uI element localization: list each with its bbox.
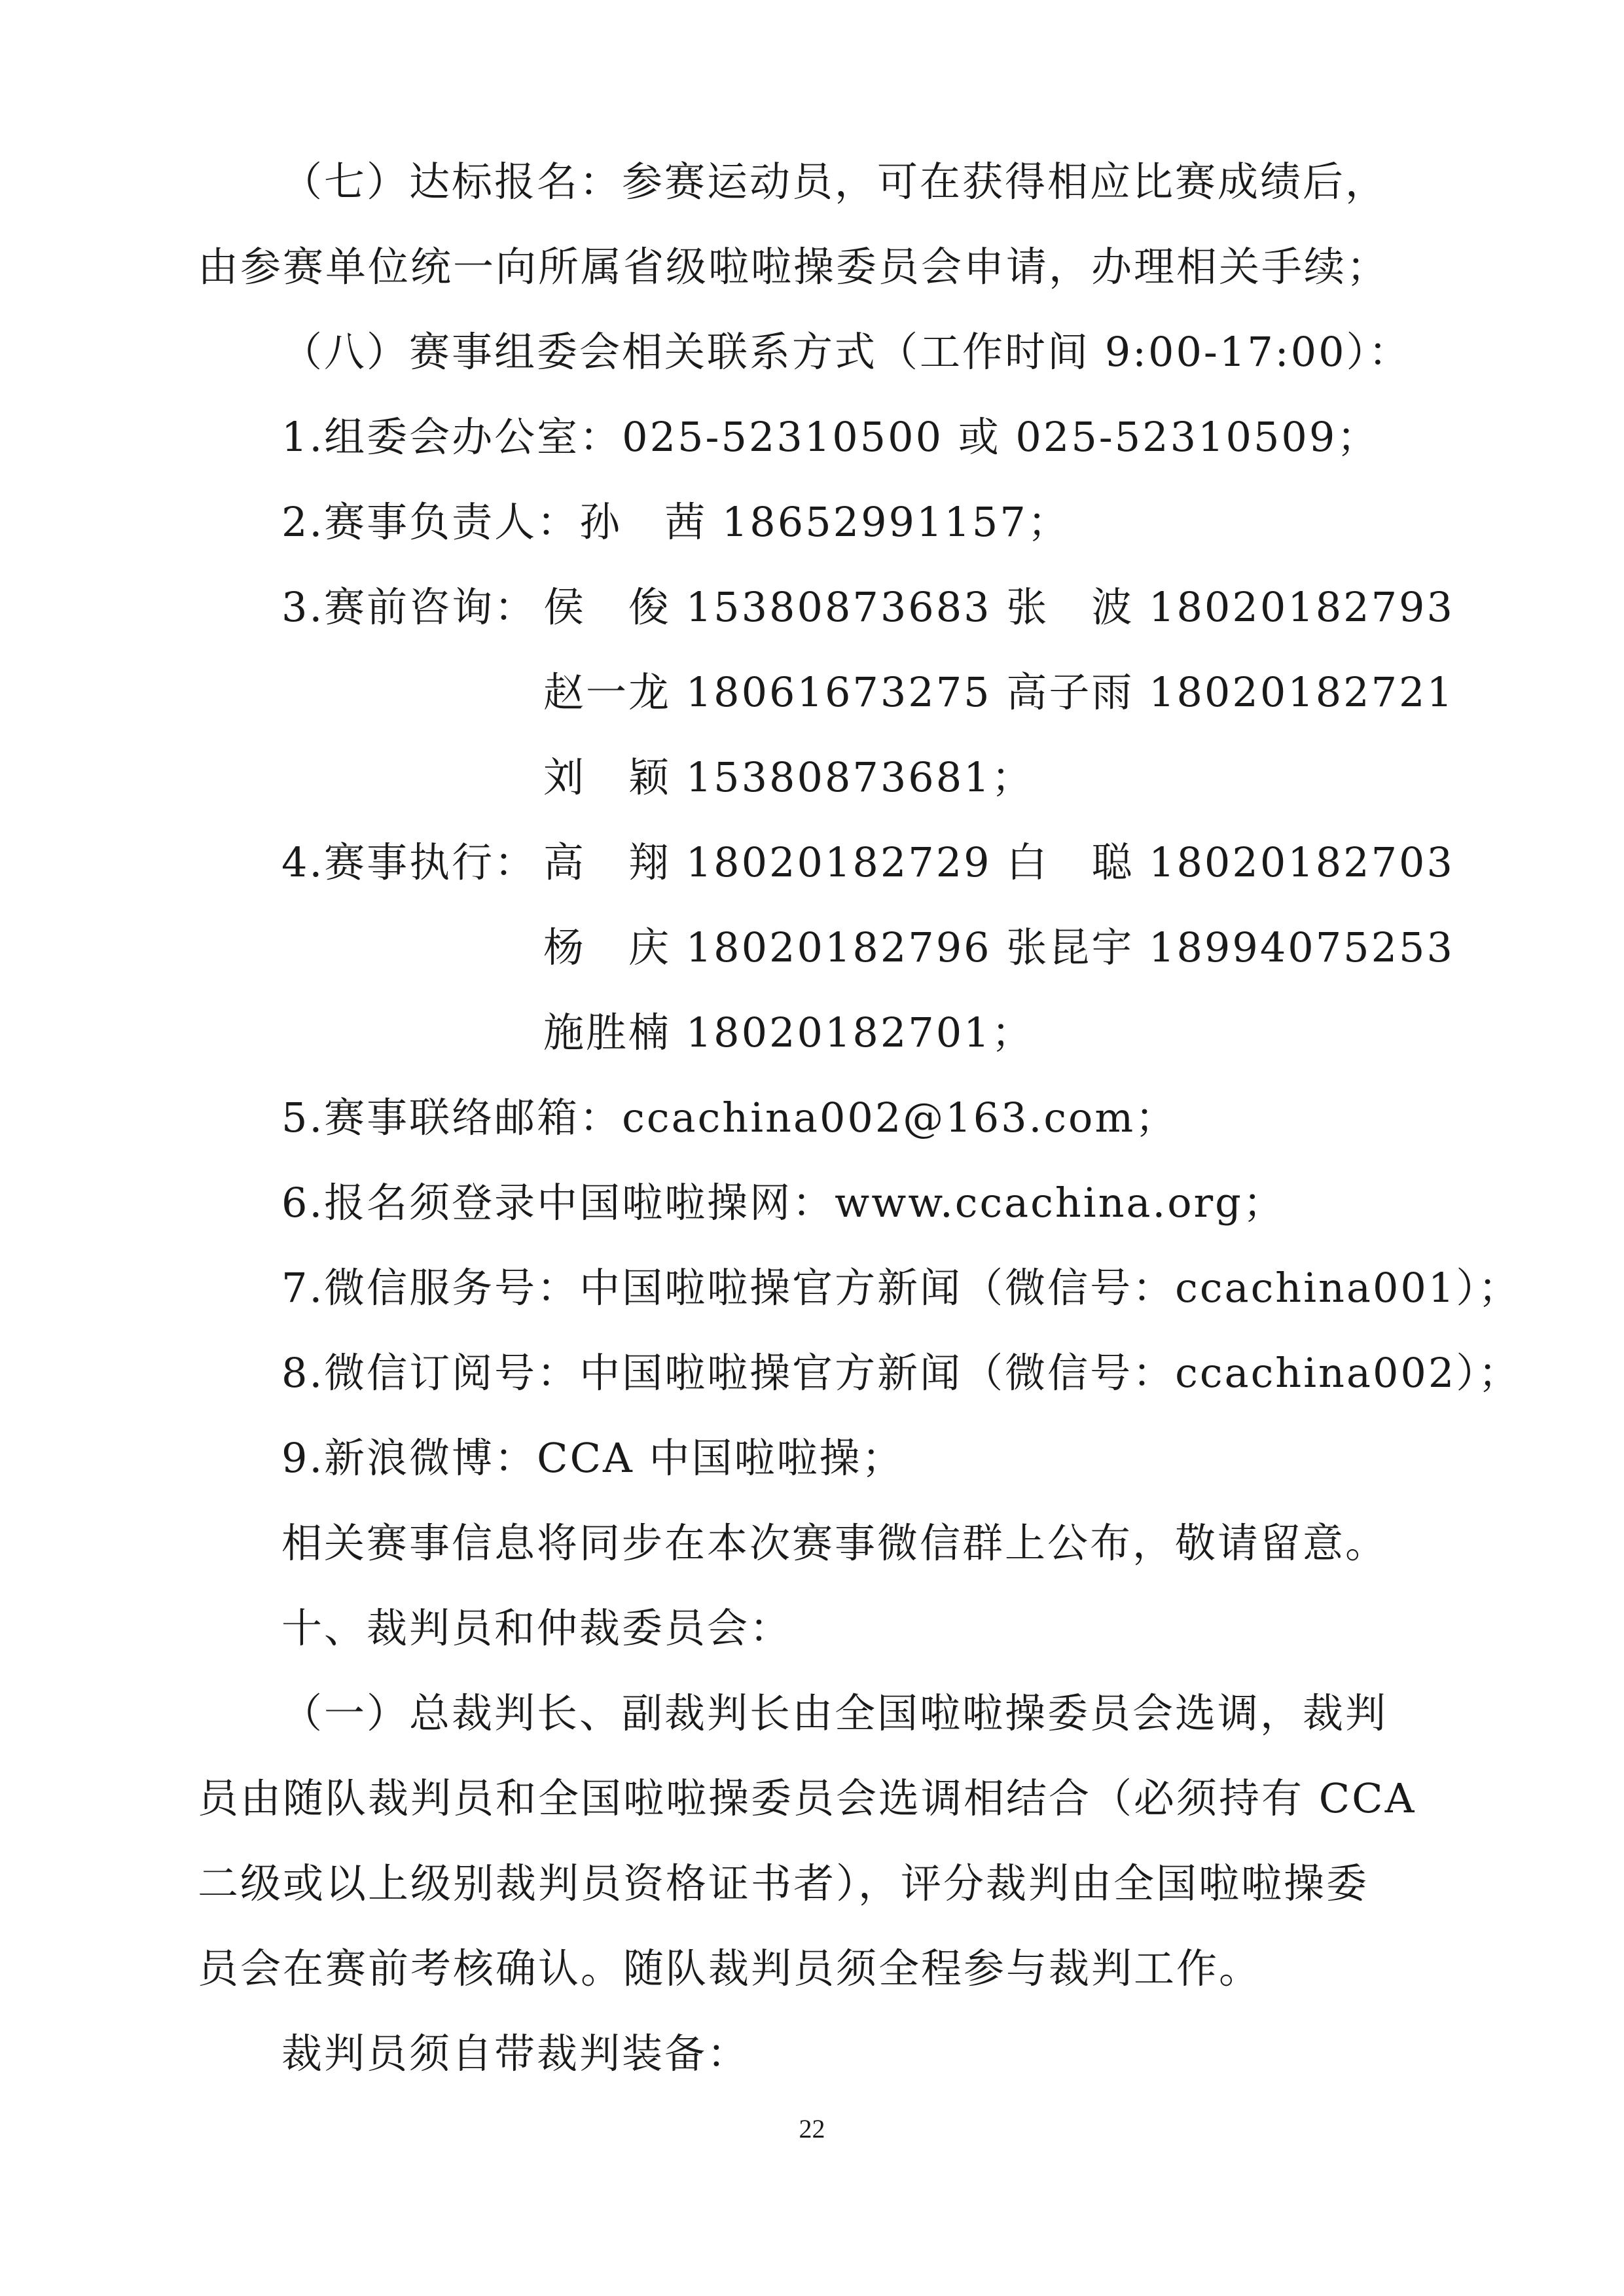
contact-item-4-row-3: 施胜楠 18020182701； bbox=[543, 1009, 1034, 1056]
contact-item-9: 9.新浪微博：CCA 中国啦啦操； bbox=[281, 1434, 905, 1482]
contact-item-3-row-1: 侯 俊 15380873683 张 波 18020182793 bbox=[543, 583, 1454, 631]
section-10-1-line-3: 二级或以上级别裁判员资格证书者），评分裁判由全国啦啦操委 bbox=[198, 1859, 1369, 1907]
contact-item-4-label: 4.赛事执行： bbox=[281, 838, 537, 886]
contact-item-3-row-3: 刘 颖 15380873681； bbox=[543, 753, 1034, 801]
section-10-1-line-4: 员会在赛前考核确认。随队裁判员须全程参与裁判工作。 bbox=[198, 1945, 1262, 1992]
paragraph-7-line-2: 由参赛单位统一向所属省级啦啦操委员会申请，办理相关手续； bbox=[198, 243, 1390, 291]
contact-item-1: 1.组委会办公室：025-52310500 或 025-52310509； bbox=[281, 413, 1380, 461]
contact-item-5: 5.赛事联络邮箱：ccachina002@163.com； bbox=[281, 1094, 1178, 1141]
section-10-1-line-1: （一）总裁判长、副裁判长由全国啦啦操委员会选调，裁判 bbox=[281, 1689, 1388, 1737]
section-10-1-line-2: 员由随队裁判员和全国啦啦操委员会选调相结合（必须持有 CCA bbox=[198, 1774, 1416, 1822]
contact-item-6: 6.报名须登录中国啦啦操网：www.ccachina.org； bbox=[281, 1179, 1286, 1227]
page-number: 22 bbox=[799, 2114, 825, 2144]
contact-item-7: 7.微信服务号：中国啦啦操官方新闻（微信号：ccachina001）； bbox=[281, 1264, 1521, 1312]
paragraph-7-line-1: （七）达标报名：参赛运动员，可在获得相应比赛成绩后， bbox=[281, 158, 1388, 206]
contact-item-2: 2.赛事负责人：孙 茜 18652991157； bbox=[281, 498, 1070, 546]
contact-item-4-row-2: 杨 庆 18020182796 张昆宇 18994075253 bbox=[543, 924, 1454, 971]
notice-paragraph: 相关赛事信息将同步在本次赛事微信群上公布，敬请留意。 bbox=[281, 1519, 1388, 1567]
contact-item-4-row-1: 高 翔 18020182729 白 聪 18020182703 bbox=[543, 838, 1454, 886]
contact-item-3-row-2: 赵一龙 18061673275 高子雨 18020182721 bbox=[543, 668, 1454, 716]
section-10-heading: 十、裁判员和仲裁委员会： bbox=[281, 1604, 793, 1652]
contact-item-3-label: 3.赛前咨询： bbox=[281, 583, 537, 631]
equipment-note: 裁判员须自带裁判装备： bbox=[281, 2030, 750, 2077]
paragraph-8-heading: （八）赛事组委会相关联系方式（工作时间 9:00-17:00）： bbox=[281, 328, 1411, 376]
contact-item-8: 8.微信订阅号：中国啦啦操官方新闻（微信号：ccachina002）； bbox=[281, 1349, 1521, 1397]
